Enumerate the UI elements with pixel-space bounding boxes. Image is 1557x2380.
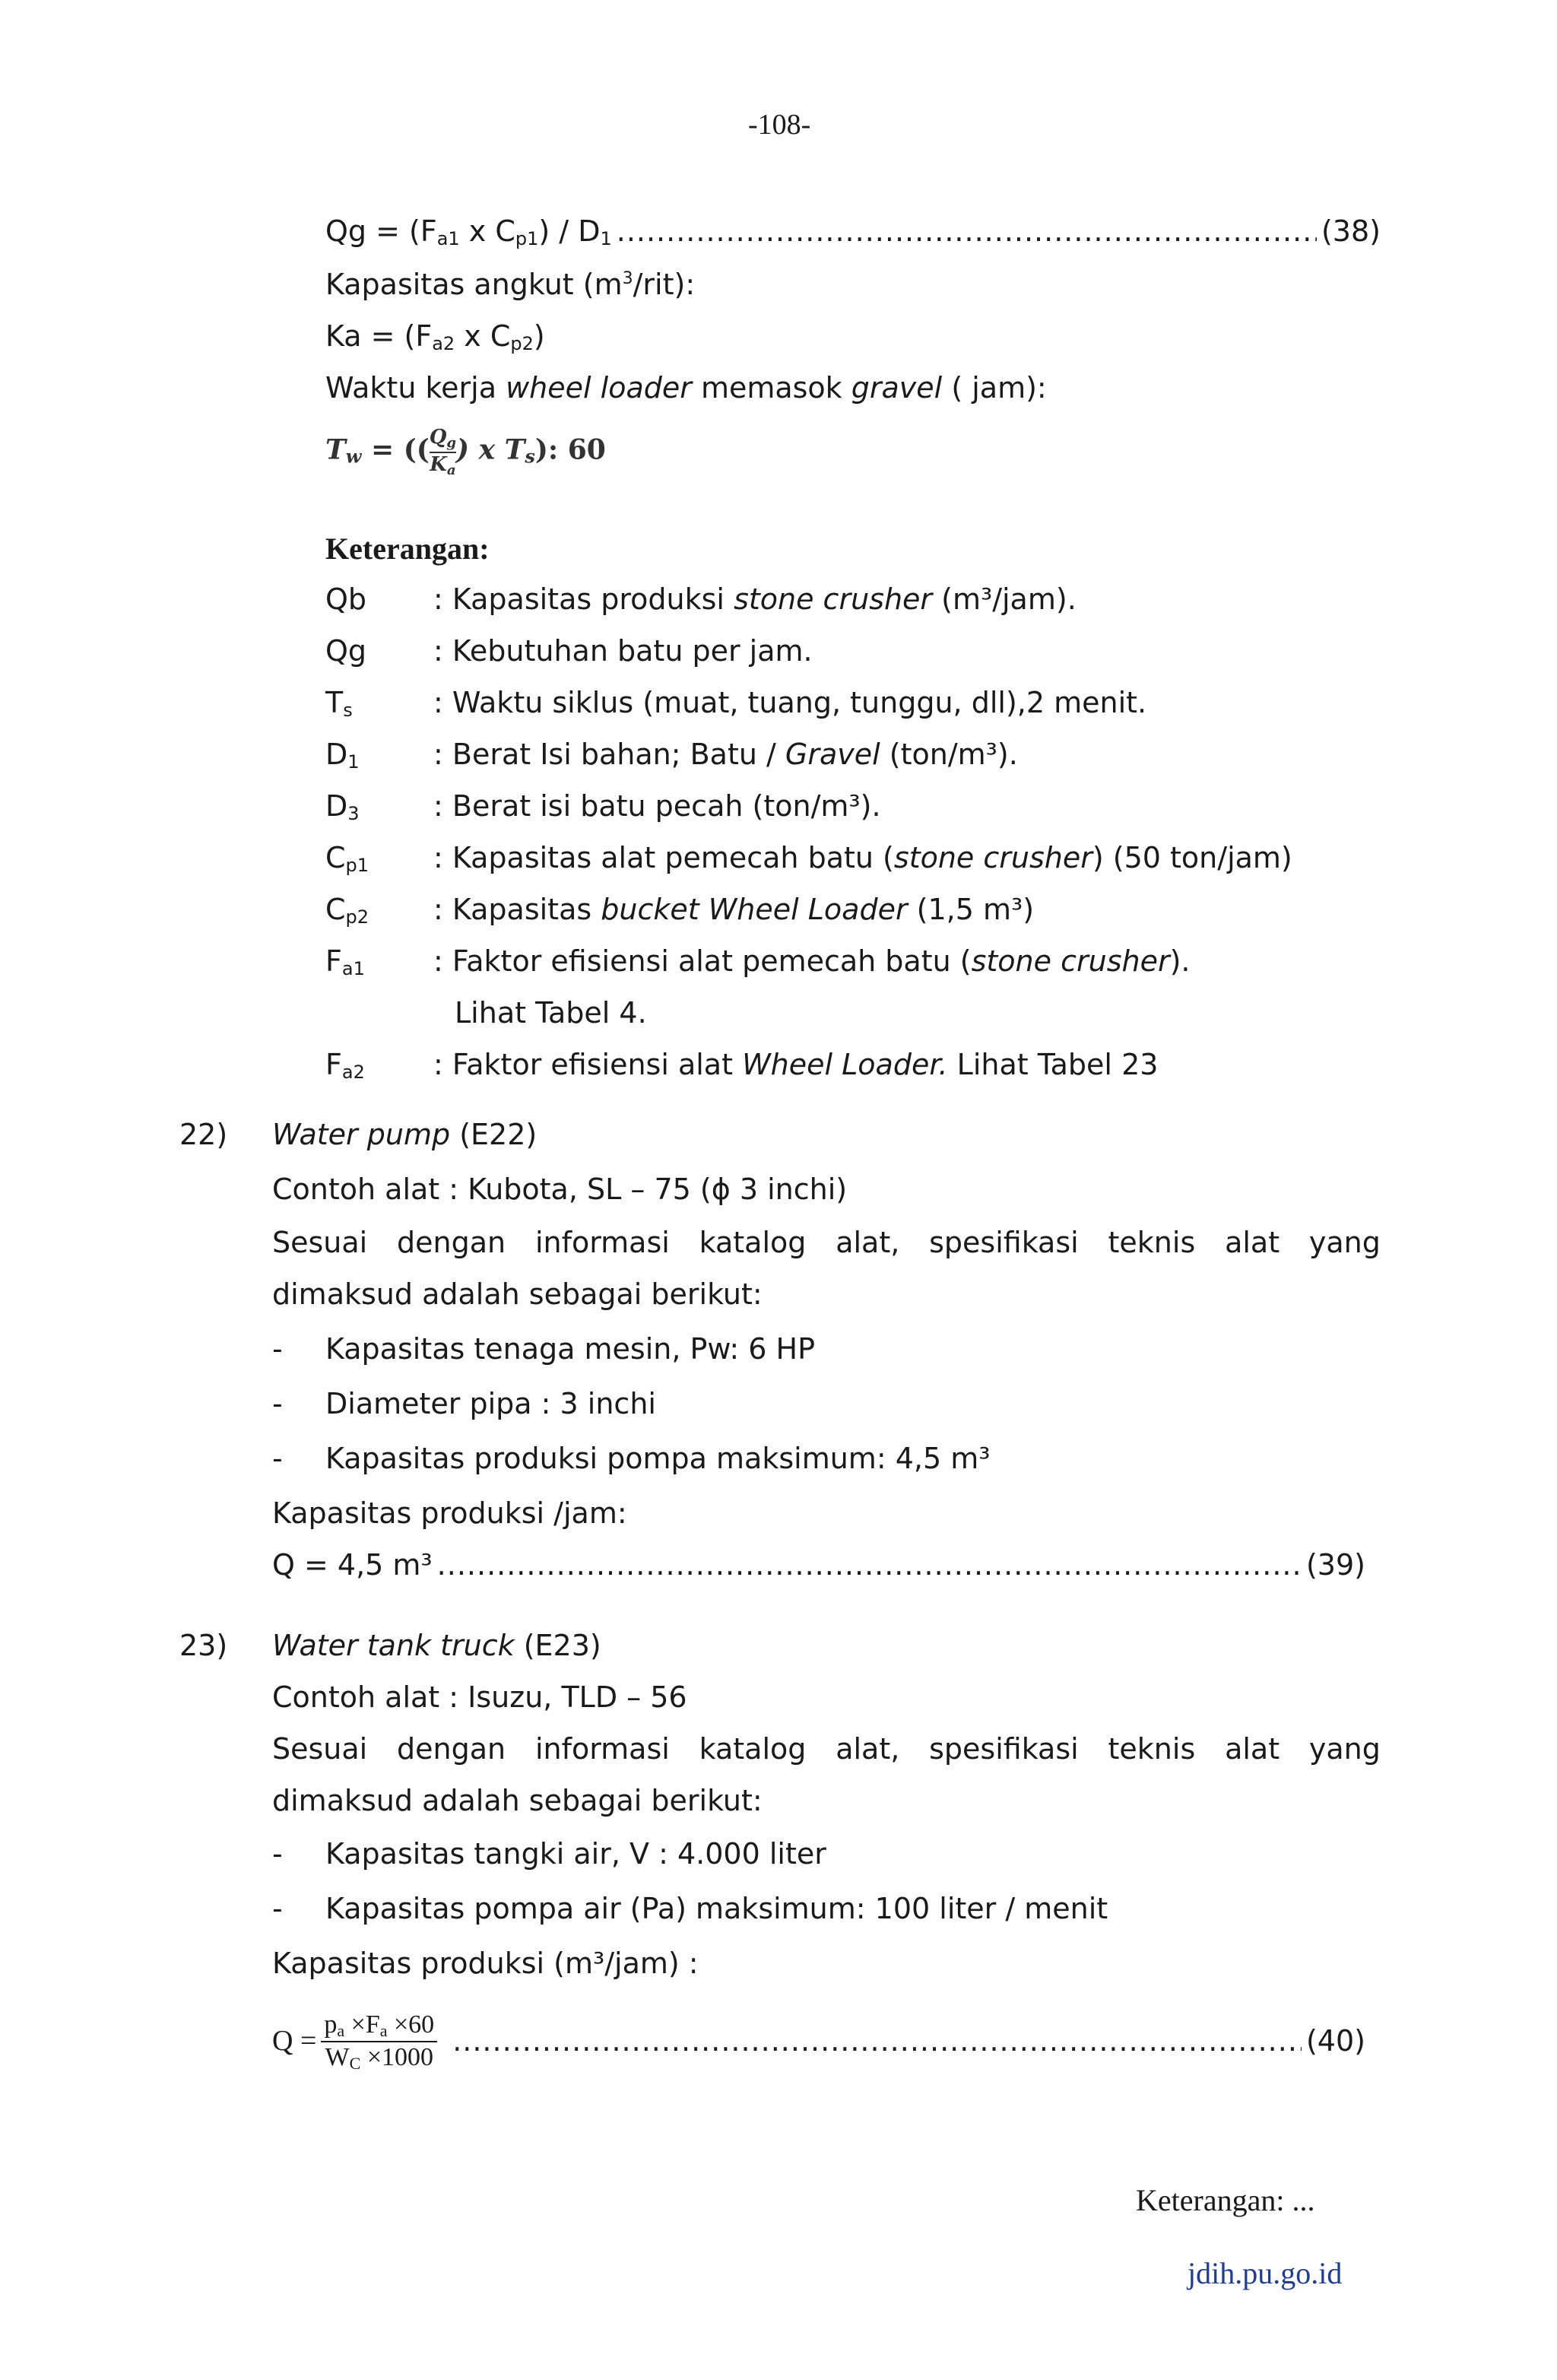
formula-40-fraction: [321, 2010, 437, 2074]
keterangan-description: : Faktor efisiensi alat pemecah batu (stone crusher).: [433, 944, 1191, 978]
formula-40-denominator: $W_C \times 1000$: [325, 2043, 434, 2073]
keterangan-description: : Kapasitas bucket Wheel Loader (1,5 m³): [433, 893, 1035, 926]
keterangan-title: Keterangan:: [325, 532, 490, 566]
paragraph-word: alat: [1225, 1732, 1280, 1766]
section-23-paragraph-line2: dimaksud adalah sebagai berikut:: [272, 1784, 763, 1817]
paragraph-word: alat,: [836, 1226, 900, 1259]
keterangan-description: : Kapasitas produksi stone crusher (m³/jam).: [433, 582, 1077, 616]
paragraph-word: alat: [1225, 1226, 1280, 1259]
formula-qg-text: $Qg = (F_{a1}$ x $C_{p1}) / D_1$: [325, 214, 612, 249]
bullet-dash-icon: -: [272, 1387, 283, 1420]
ka-label: Kapasitas angkut $(m^3/rit)$:: [325, 268, 696, 301]
keterangan-description: : Kapasitas alat pemecah batu (stone crusher) (50 ton/jam): [433, 841, 1292, 874]
formula-qg: [325, 214, 1381, 250]
keterangan-row: [325, 944, 1390, 996]
formula-40-numerator: $p_a \times F_a \times 60$: [321, 2010, 437, 2042]
tw-label: Waktu kerja wheel loader memasok gravel ( jam):: [325, 371, 1047, 405]
keterangan-row: [325, 893, 1390, 944]
bullet-item: [272, 1387, 990, 1442]
section-22-bullets: [272, 1332, 990, 1496]
section-22-title: Water pump (E22): [272, 1118, 537, 1151]
section-23-title: Water tank truck (E23): [272, 1629, 601, 1662]
equation-number: (38): [1321, 214, 1381, 248]
formula-39: [272, 1548, 1365, 1583]
section-23-paragraph-line1: [272, 1732, 1381, 1767]
keterangan-description: : Faktor efisiensi alat Wheel Loader. Lihat Tabel 23: [433, 1048, 1159, 1081]
keterangan-list: [325, 582, 1390, 1100]
keterangan-row: [325, 996, 1390, 1048]
keterangan-row: [325, 582, 1390, 634]
paragraph-word: teknis: [1108, 1732, 1196, 1766]
paragraph-word: katalog: [699, 1732, 807, 1766]
keterangan-row: [325, 1048, 1390, 1100]
bullet-item: [272, 1332, 990, 1387]
section-22-capacity-label: Kapasitas produksi /jam:: [272, 1496, 627, 1530]
paragraph-word: teknis: [1108, 1226, 1196, 1259]
site-link[interactable]: jdih.pu.go.id: [1188, 2256, 1343, 2290]
bullet-text: Kapasitas produksi pompa maksimum: 4,5 m³: [325, 1442, 991, 1475]
paragraph-word: dengan: [397, 1226, 506, 1259]
bullet-text: Kapasitas tenaga mesin, Pw: 6 HP: [325, 1332, 816, 1366]
bullet-text: Kapasitas tangki air, V : 4.000 liter: [325, 1837, 826, 1871]
keterangan-row: [325, 634, 1390, 686]
bullet-dash-icon: -: [272, 1837, 283, 1871]
keterangan-symbol: $F_{a1}$: [325, 944, 365, 979]
keterangan-symbol: $T_s$: [325, 686, 353, 721]
paragraph-word: katalog: [699, 1226, 807, 1259]
keterangan-symbol: $D_1$: [325, 738, 360, 773]
section-23-bullets: [272, 1837, 1108, 1947]
keterangan-symbol: $D_3$: [325, 789, 360, 824]
section-22-example: Contoh alat : Kubota, SL – 75 (ϕ 3 inchi): [272, 1173, 848, 1206]
section-22-paragraph-line2: dimaksud adalah sebagai berikut:: [272, 1277, 763, 1311]
keterangan-row: [325, 738, 1390, 789]
bullet-item: [272, 1442, 990, 1496]
paragraph-word: informasi: [534, 1732, 670, 1766]
section-23-example: Contoh alat : Isuzu, TLD – 56: [272, 1680, 687, 1714]
section-22-number: 22): [179, 1118, 228, 1151]
keterangan-description: : Berat isi batu pecah (ton/m³).: [433, 789, 881, 823]
paragraph-word: Sesuai: [272, 1732, 368, 1766]
paragraph-word: yang: [1308, 1732, 1381, 1766]
keterangan-description: : Kebutuhan batu per jam.: [433, 634, 813, 668]
keterangan-symbol: $F_{a2}$: [325, 1048, 365, 1083]
bullet-dash-icon: -: [272, 1332, 283, 1366]
keterangan-symbol: Qb: [325, 582, 367, 616]
page-number: -108-: [748, 109, 811, 141]
section-23-number: 23): [179, 1629, 228, 1662]
keterangan-symbol: $C_{p2}$: [325, 893, 369, 928]
keterangan-description: Lihat Tabel 4.: [455, 996, 647, 1030]
paragraph-word: dengan: [397, 1732, 506, 1766]
keterangan-row: [325, 686, 1390, 738]
leader-dots: [437, 1548, 1302, 1583]
keterangan-description: : Berat Isi bahan; Batu / Gravel (ton/m³).: [433, 738, 1018, 771]
paragraph-word: spesifikasi: [929, 1226, 1079, 1259]
leader-dots: [452, 2024, 1302, 2059]
bullet-text: Kapasitas pompa air (Pa) maksimum: 100 liter / menit: [325, 1892, 1108, 1925]
paragraph-word: informasi: [534, 1226, 670, 1259]
formula-40-lhs: Q =: [272, 2025, 317, 2058]
paragraph-word: yang: [1308, 1226, 1381, 1259]
formula-ka: $Ka = (F_{a2}$ x $C_{p2}$): [325, 319, 545, 354]
formula-39-lhs: Q = 4,5 m³: [272, 1548, 433, 1582]
bullet-text: Diameter pipa : 3 inchi: [325, 1387, 656, 1420]
bullet-item: [272, 1837, 1108, 1892]
keterangan-row: [325, 841, 1390, 893]
equation-number: (40): [1305, 2024, 1365, 2058]
bullet-dash-icon: -: [272, 1892, 283, 1925]
paragraph-word: alat,: [836, 1732, 900, 1766]
paragraph-word: Sesuai: [272, 1226, 368, 1259]
bullet-item: [272, 1892, 1108, 1947]
keterangan-row: [325, 789, 1390, 841]
keterangan-symbol: $C_{p1}$: [325, 841, 369, 876]
keterangan-symbol: Qg: [325, 634, 367, 668]
bullet-dash-icon: -: [272, 1442, 283, 1475]
equation-number: (39): [1305, 1548, 1365, 1582]
section-23-capacity-label: Kapasitas produksi (m³/jam) :: [272, 1947, 699, 1980]
leader-dots: [617, 214, 1317, 249]
next-page-catchword: Keterangan: ...: [1136, 2183, 1315, 2217]
keterangan-description: : Waktu siklus (muat, tuang, tunggu, dll),2 menit.: [433, 686, 1147, 719]
formula-tw: $T_w$ = (( $\frac{Q_g}{K_a}$ ) x $T_s$): 60: [325, 426, 606, 478]
section-22-paragraph-line1: [272, 1226, 1381, 1261]
paragraph-word: spesifikasi: [929, 1732, 1079, 1766]
formula-40: [272, 2000, 1365, 2083]
